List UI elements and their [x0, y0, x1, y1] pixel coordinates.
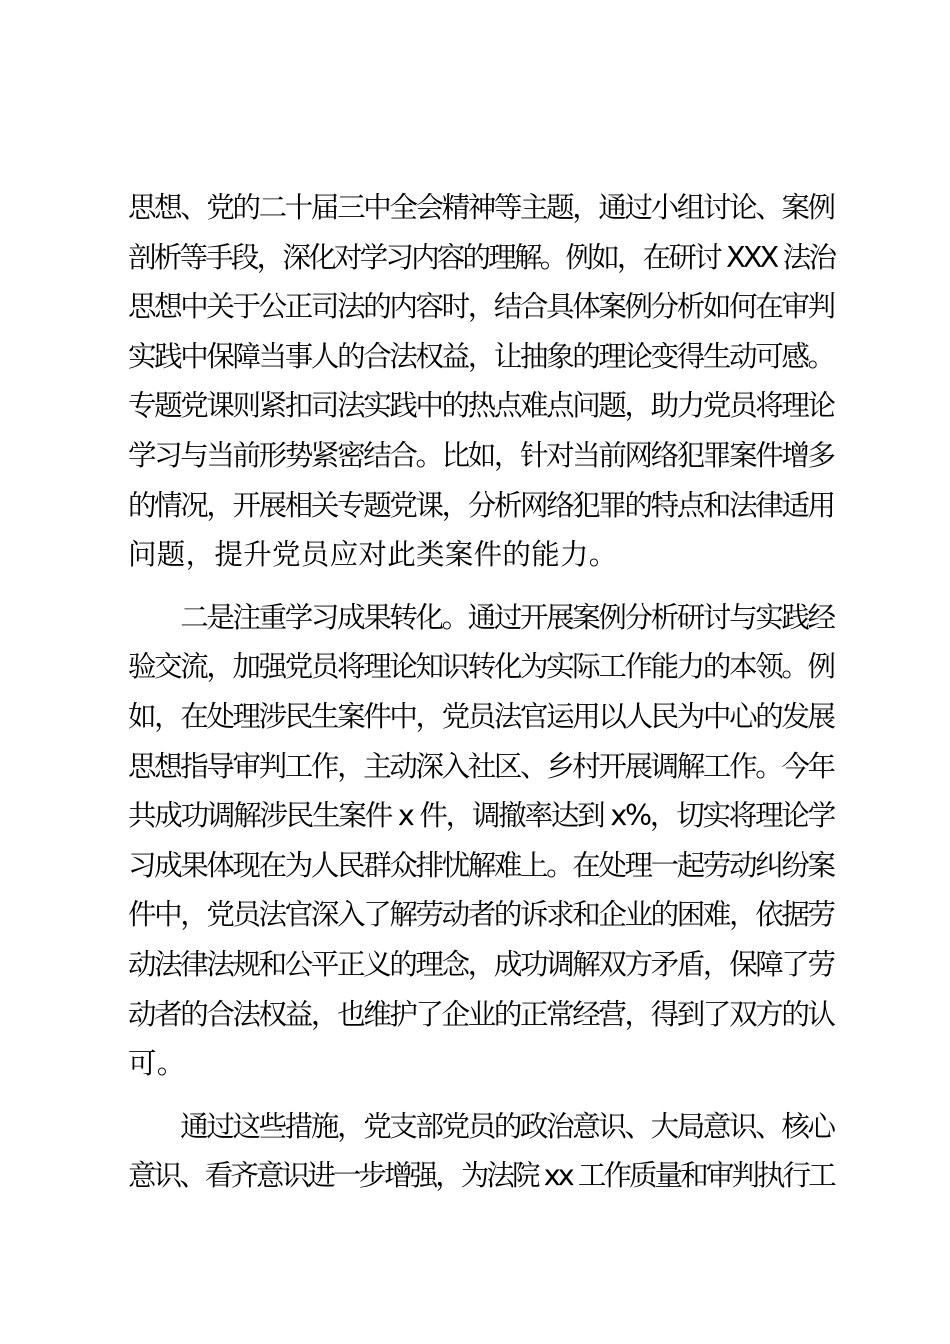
- text-line: 学习与当前形势紧密结合。比如，针对当前网络犯罪案件增多: [128, 438, 834, 472]
- text-line: 二是注重学习成果转化。通过开展案例分析研讨与实践经: [128, 600, 834, 634]
- paragraph-spacer: [128, 1089, 834, 1102]
- text-line: 共成功调解涉民生案件 x 件，调撤率达到 x%，切实将理论学: [128, 799, 834, 833]
- text-line: 问题，提升党员应对此类案件的能力。: [128, 538, 618, 572]
- text-line: 动者的合法权益，也维护了企业的正常经营，得到了双方的认: [128, 997, 834, 1031]
- text-line: 的情况，开展相关专题党课，分析网络犯罪的特点和法律适用: [128, 488, 834, 522]
- body-text: [128, 183, 834, 1201]
- text-line: 动法律法规和公平正义的理念，成功调解双方矛盾，保障了劳: [128, 947, 834, 981]
- text-line: 思想、党的二十届三中全会精神等主题，通过小组讨论、案例: [128, 191, 834, 224]
- text-line: 剖析等手段，深化对学习内容的理解。例如，在研讨 XXX 法治: [128, 240, 835, 274]
- text-line: 件中，党员法官深入了解劳动者的诉求和企业的困难，依据劳: [128, 898, 834, 932]
- text-line: 思想中关于公正司法的内容时，结合具体案例分析如何在审判: [128, 290, 834, 324]
- text-line: 专题党课则紧扣司法实践中的热点难点问题，助力党员将理论: [128, 389, 834, 423]
- text-line: 通过这些措施，党支部党员的政治意识、大局意识、核心: [128, 1109, 834, 1143]
- text-line: 验交流，加强党员将理论知识转化为实际工作能力的本领。例: [128, 650, 834, 684]
- text-line: 思想指导审判工作，主动深入社区、乡村开展调解工作。今年: [128, 749, 834, 783]
- text-line: 意识、看齐意识进一步增强，为法院 xx 工作质量和审判执行工: [128, 1159, 834, 1193]
- text-line: 习成果体现在为人民群众排忧解难上。在处理一起劳动纠纷案: [128, 848, 834, 882]
- text-line: 实践中保障当事人的合法权益，让抽象的理论变得生动可感。: [128, 339, 834, 373]
- text-line: 可。: [128, 1047, 186, 1081]
- paragraph-spacer: [128, 580, 834, 593]
- text-line: 如，在处理涉民生案件中，党员法官运用以人民为中心的发展: [128, 699, 834, 733]
